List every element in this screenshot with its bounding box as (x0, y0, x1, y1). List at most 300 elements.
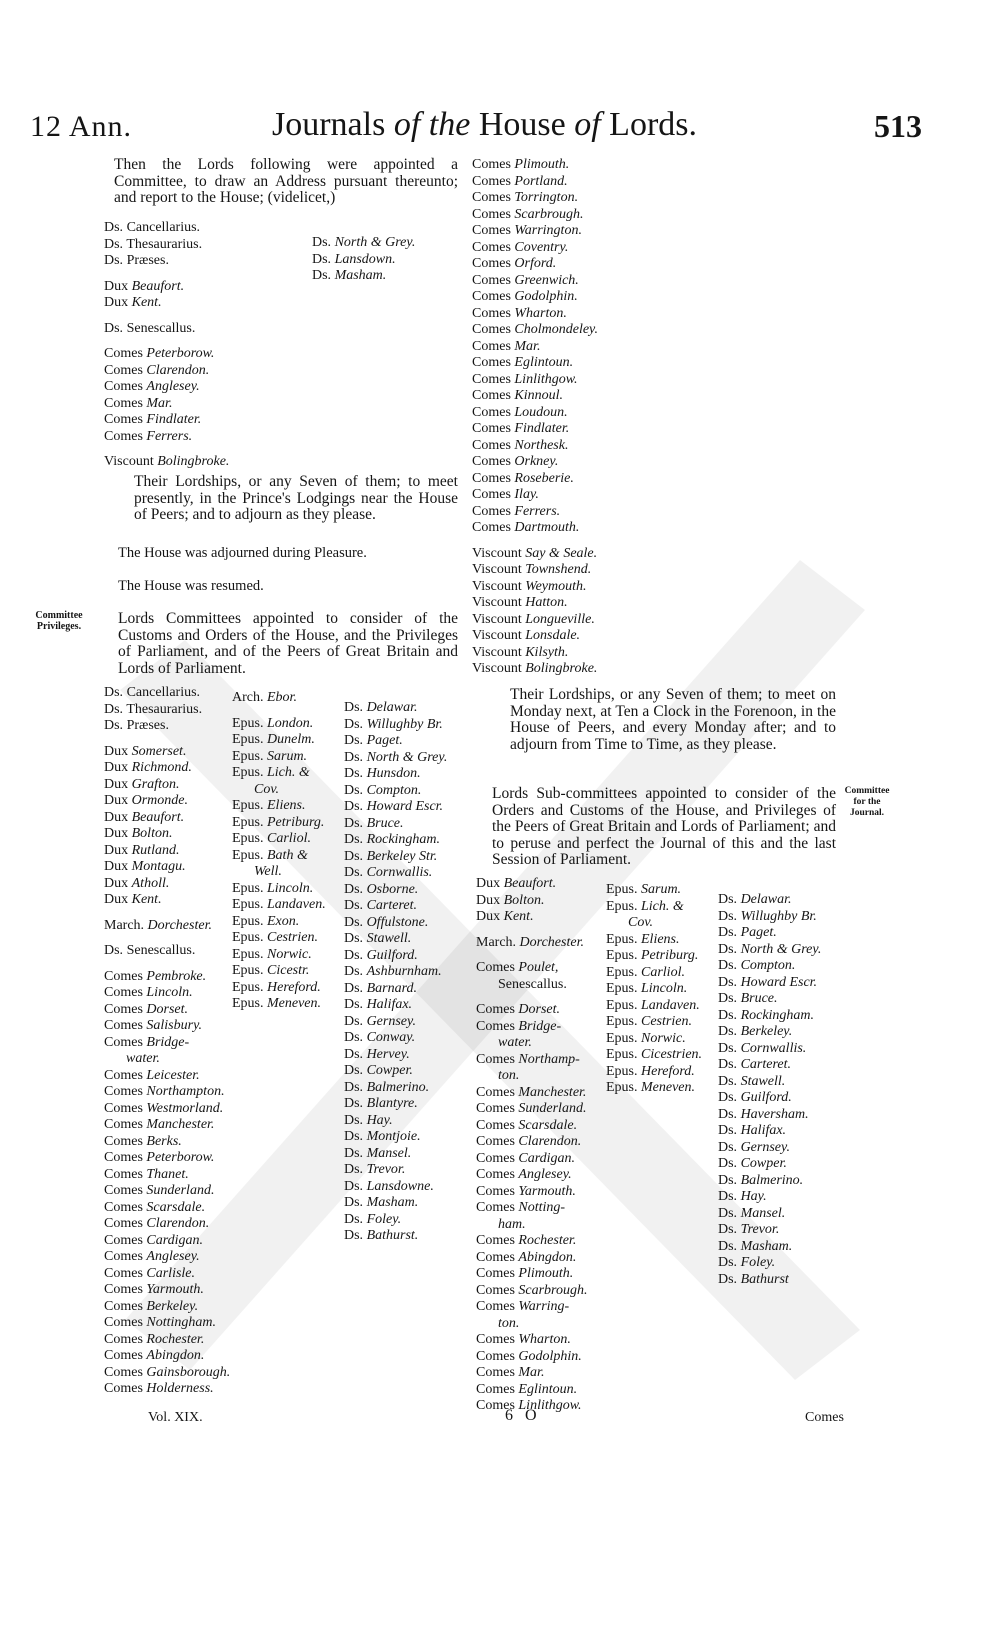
peer-name: Scarsdale. (518, 1117, 578, 1133)
list-item (232, 749, 326, 766)
peer-name: Cornwallis. (366, 865, 433, 880)
list-item (606, 899, 702, 916)
peer-name: Dartmouth. (514, 520, 580, 535)
title-prefix: Epus. (606, 948, 641, 963)
title-prefix: Comes (472, 355, 515, 370)
title-prefix: Ds. (344, 1046, 367, 1062)
list-item (472, 595, 598, 612)
running-head-title: Journals of the House of Lords. (272, 106, 697, 143)
title-prefix: Ds. (344, 1195, 367, 1210)
list-item (606, 981, 702, 998)
peer-name: Peterborow. (146, 1150, 215, 1165)
title-prefix: Dux (476, 909, 504, 924)
title-prefix: Comes (476, 1365, 519, 1380)
title-prefix: Comes (472, 421, 515, 436)
peer-name: Loudoun. (514, 404, 568, 420)
title-prefix: Comes (476, 1150, 519, 1166)
title-prefix: Comes (472, 223, 515, 238)
list-item (344, 964, 447, 981)
title-prefix: Comes (472, 371, 515, 387)
peer-name: Cowper. (366, 1063, 413, 1078)
peer-name: Eglintoun. (518, 1381, 578, 1397)
list-item (104, 777, 230, 794)
list-item (104, 985, 230, 1002)
list-item (472, 372, 598, 389)
title-prefix: Comes (476, 1051, 519, 1067)
title-prefix: Ds. (104, 253, 127, 268)
peer-name: Somerset. (131, 743, 187, 759)
list-right-earls-viscounts (472, 157, 598, 678)
peer-name: Bolingbroke. (525, 661, 598, 676)
list-item (472, 405, 598, 422)
title-prefix: Epus. (606, 964, 641, 980)
peer-name: Anglesey. (518, 1167, 572, 1182)
peer-name: Ashburnham. (366, 964, 442, 979)
peer-name: Godolphin. (518, 1348, 582, 1364)
catchword: Comes (805, 1410, 844, 1425)
peer-name: Willughby Br. (740, 908, 817, 924)
list-item (472, 421, 598, 438)
list-item (232, 716, 326, 733)
title-prefix: Ds. (344, 931, 367, 946)
list-item (104, 826, 230, 843)
list-item (718, 991, 821, 1008)
list-item (344, 700, 447, 717)
list-item (104, 412, 229, 429)
peer-name: Petriburg. (641, 948, 699, 963)
list-item (476, 1002, 587, 1019)
list-item (344, 717, 447, 734)
peer-name: ham. (498, 1216, 526, 1232)
list-item (472, 546, 598, 563)
list-item (472, 207, 598, 224)
peer-name: Gernsey. (366, 1013, 416, 1029)
peer-name: Berkeley Str. (366, 848, 438, 864)
peer-name: Kent. (131, 892, 162, 907)
peer-name: Bridge- (146, 1034, 190, 1050)
title-prefix: Epus. (232, 732, 267, 747)
peer-name: Thanet. (146, 1166, 189, 1182)
title-prefix: Epus. (232, 831, 267, 846)
title-prefix: Dux (476, 876, 504, 891)
list-item (344, 898, 447, 915)
list-item (104, 735, 230, 744)
title-prefix: Comes (476, 1018, 519, 1034)
title-prefix: Comes (104, 1001, 147, 1017)
page-number: 513 (874, 108, 922, 144)
peer-name: Halifax. (740, 1123, 787, 1138)
title-prefix: Comes (104, 412, 147, 427)
title-prefix: Viscount (472, 628, 526, 643)
list-item (718, 925, 821, 942)
peer-name: Carteret. (740, 1057, 791, 1072)
list-item (232, 707, 326, 716)
list-item (472, 306, 598, 323)
title-prefix: Ds. (344, 848, 367, 864)
title-prefix: Ds. (718, 991, 741, 1006)
title-prefix: Comes (476, 960, 519, 975)
list-item (344, 981, 447, 998)
peer-name: Hervey. (366, 1046, 410, 1062)
list-item (104, 969, 230, 986)
list-item (344, 799, 447, 816)
title-prefix: Comes (476, 1084, 519, 1100)
list-item (104, 1249, 230, 1266)
title-prefix: Comes (104, 968, 147, 984)
list-item (104, 718, 230, 735)
list-item (718, 958, 821, 975)
peer-name: Landaven. (267, 897, 326, 912)
title-prefix: Ds. (344, 1211, 367, 1227)
title-prefix: Comes (472, 520, 515, 535)
peer-name: Lich. & (641, 898, 684, 914)
title-prefix: Comes (476, 1134, 519, 1149)
peer-name: Torrington. (514, 190, 579, 205)
peer-name: Westmorland. (146, 1100, 224, 1116)
peer-name: Abingdon. (518, 1249, 577, 1265)
peer-name: Yarmouth. (518, 1183, 576, 1199)
list-item (104, 1365, 230, 1382)
peer-name: Exon. (267, 913, 300, 929)
peer-name: Landaven. (641, 997, 700, 1013)
list-item (104, 1134, 230, 1151)
peer-name: Salisbury. (146, 1018, 203, 1033)
title-prefix: Ds. (344, 716, 367, 732)
list-item (718, 1107, 821, 1124)
title-prefix: Ds. (344, 914, 367, 930)
title-prefix: Comes (104, 1249, 147, 1264)
peer-name: Bolton. (131, 826, 173, 841)
peer-name: Ebor. (267, 690, 297, 705)
title-prefix: Ds. (344, 1228, 367, 1243)
list-item (476, 1085, 587, 1102)
list-item (472, 537, 598, 546)
title-prefix: Comes (476, 1299, 519, 1314)
peer-name: Eglintoun. (514, 355, 574, 370)
title-prefix: Epus. (232, 765, 267, 780)
list-item (344, 1113, 447, 1130)
title-prefix: Comes (472, 256, 515, 271)
title-prefix: Dux (104, 760, 132, 775)
list-item (718, 909, 821, 926)
list-item (344, 1047, 447, 1064)
peer-name: ton. (498, 1068, 520, 1083)
peer-name: Yarmouth. (146, 1282, 204, 1297)
peer-name: Kent. (503, 909, 534, 924)
peer-name: Scarbrough. (518, 1282, 588, 1298)
list-item (344, 783, 447, 800)
list-item (312, 268, 415, 285)
title-prefix: Ds. (718, 1007, 741, 1023)
peer-name: North & Grey. (740, 941, 822, 957)
title-prefix: Ds. (718, 1106, 741, 1122)
list-item (472, 256, 598, 273)
list-item (718, 1206, 821, 1223)
peer-name: Mansel. (366, 1145, 412, 1161)
peer-name: Berkeley. (740, 1024, 793, 1039)
peer-name: Ferrers. (146, 428, 193, 444)
list-sub-barons (718, 892, 821, 1288)
list-item (104, 337, 229, 346)
peer-name: Lonsdale. (525, 628, 581, 643)
list-item (104, 1348, 230, 1365)
list-item (104, 843, 230, 860)
title-prefix: Comes (104, 1133, 147, 1149)
list-item (344, 997, 447, 1014)
peer-name: Kinnoul. (514, 388, 564, 403)
list-item (104, 1299, 230, 1316)
title-prefix: Comes (476, 1381, 519, 1397)
peer-name: Greenwich. (514, 272, 579, 288)
title-prefix: Comes (476, 1167, 519, 1182)
title-prefix: Viscount (472, 644, 526, 660)
title-prefix: Comes (104, 428, 147, 444)
list-item (104, 1035, 230, 1052)
list-item (104, 1068, 230, 1085)
list-item (104, 744, 230, 761)
title-prefix: Viscount (472, 578, 526, 594)
list-item (104, 379, 229, 396)
title-prefix: Comes (476, 1002, 519, 1017)
title-prefix: Comes (104, 346, 147, 361)
running-head-left: 12 Ann. (30, 110, 133, 143)
peer-name: Berkeley. (146, 1298, 199, 1314)
peer-name: Trevor. (740, 1222, 780, 1237)
title-prefix: Ds. (344, 997, 367, 1012)
peer-name: Halifax. (366, 997, 413, 1012)
list-item (104, 1200, 230, 1217)
peer-name: North & Grey. (366, 749, 448, 765)
peer-name: Cov. (254, 781, 280, 797)
list-item (476, 1250, 587, 1267)
peer-name: Linlithgow. (518, 1398, 582, 1413)
title-prefix: Comes (476, 1200, 519, 1215)
list-item (606, 932, 702, 949)
title-prefix: Dux (104, 295, 132, 310)
peer-name: Eliens. (267, 798, 306, 813)
list-item (606, 915, 702, 932)
list-item (104, 220, 229, 237)
list-item (344, 1162, 447, 1179)
peer-name: Cholmondeley. (514, 322, 598, 337)
list-item (472, 339, 598, 356)
title-prefix: Comes (104, 1315, 147, 1330)
list-item (344, 1195, 447, 1212)
list-address-committee-a (104, 220, 229, 471)
title-prefix: Comes (472, 487, 515, 502)
list-item (232, 947, 326, 964)
title-prefix: Epus. (232, 979, 267, 995)
list-item (104, 918, 230, 935)
list-item (476, 1167, 587, 1184)
list-item (476, 1332, 587, 1349)
list-item (104, 1332, 230, 1349)
peer-name: Clarendon. (518, 1134, 582, 1149)
peer-name: Plimouth. (514, 157, 570, 172)
peer-name: Balmerino. (740, 1172, 804, 1188)
title-prefix: Comes (472, 239, 515, 255)
title-prefix: Epus. (606, 898, 641, 914)
list-item (472, 454, 598, 471)
peer-name: Dorset. (146, 1001, 189, 1017)
title-prefix: March. (104, 917, 148, 933)
title-prefix: Ds. (718, 925, 741, 940)
peer-name: Guilford. (740, 1090, 792, 1105)
title-prefix: Ds. (344, 1096, 367, 1111)
peer-name: Hereford. (267, 979, 321, 995)
peer-name: Townshend. (525, 562, 592, 577)
title-prefix: Comes (104, 1364, 147, 1380)
list-item (718, 1272, 821, 1289)
peer-name: Meneven. (641, 1080, 696, 1095)
title-prefix: Epus. (606, 1047, 641, 1062)
title-prefix: Comes (104, 1183, 147, 1198)
peer-name: Gernsey. (740, 1139, 790, 1155)
peer-name: Godolphin. (514, 289, 578, 304)
title-prefix: Dux (104, 859, 132, 874)
title-prefix: Comes (476, 1183, 519, 1199)
title-prefix: Comes (472, 157, 515, 172)
title-prefix: Epus. (606, 882, 641, 897)
list-item (344, 733, 447, 750)
peer-name: Lansdown. (334, 251, 396, 267)
list-item (104, 1233, 230, 1250)
title-prefix: Comes (476, 1332, 519, 1347)
peer-name: Delawar. (740, 892, 792, 907)
peer-name: Cov. (628, 915, 654, 930)
peer-name: Stawell. (366, 931, 412, 946)
title-prefix: Comes (476, 1117, 519, 1133)
peer-name: Scarbrough. (514, 206, 584, 222)
peer-name: Paget. (740, 925, 777, 940)
list-item (232, 732, 326, 749)
peer-name: Anglesey. (146, 1249, 200, 1264)
title-prefix: Comes (472, 173, 515, 189)
peer-name: Compton. (740, 958, 796, 973)
peer-name: Senescallus. (126, 943, 196, 958)
list-item (104, 934, 230, 943)
list-item (104, 312, 229, 321)
peer-name: Cestrien. (641, 1014, 692, 1029)
title-prefix: Comes (472, 470, 515, 486)
list-item (718, 975, 821, 992)
title-prefix: Ds. (344, 766, 367, 781)
list-item (472, 273, 598, 290)
peer-name: Thesaurarius. (126, 236, 203, 252)
peer-name: Guilford. (366, 947, 418, 963)
list-item (472, 504, 598, 521)
list-item (718, 1156, 821, 1173)
list-item (718, 1057, 821, 1074)
list-item (104, 1084, 230, 1101)
list-item (232, 690, 326, 707)
title-prefix: Comes (472, 454, 515, 469)
peer-name: Foley. (366, 1211, 402, 1227)
peer-name: Rochester. (146, 1331, 205, 1347)
list-item (344, 832, 447, 849)
list-item (232, 848, 326, 865)
title-prefix: Ds. (104, 943, 127, 958)
list-item (476, 935, 587, 952)
title-prefix: Ds. (344, 865, 367, 880)
peer-name: Anglesey. (146, 379, 200, 394)
title-prefix: Comes (472, 338, 515, 354)
peer-name: Sarum. (641, 882, 682, 897)
list-privileges-dukes-earls (104, 685, 230, 1398)
title-prefix: Epus. (232, 798, 267, 813)
peer-name: Trevor. (366, 1162, 406, 1177)
list-item (472, 579, 598, 596)
peer-name: London. (267, 715, 314, 731)
peer-name: Cardigan. (518, 1150, 576, 1166)
peer-name: Roseberie. (514, 470, 574, 486)
peer-name: Kilsyth. (525, 644, 569, 660)
title-prefix: Comes (104, 1166, 147, 1182)
paragraph-committee-address: Then the Lords following were appointed a Committee, to draw an Address pursuant thereunto; and report to the House; (videlicet,) (114, 156, 458, 206)
title-prefix: Viscount (472, 595, 526, 610)
list-item (718, 1123, 821, 1140)
peer-name: Dorchester. (519, 934, 584, 950)
list-item (472, 628, 598, 645)
peer-name: Masham. (366, 1195, 419, 1210)
list-item (104, 685, 230, 702)
list-item (718, 1140, 821, 1157)
list-privileges-barons (344, 700, 447, 1245)
list-item (472, 174, 598, 191)
title-prefix: Epus. (606, 1080, 641, 1095)
peer-name: Manchester. (518, 1084, 587, 1100)
title-prefix: Comes (104, 1199, 147, 1215)
title-prefix: Epus. (232, 996, 267, 1011)
list-item (476, 1019, 587, 1036)
title-prefix: Comes (104, 1034, 147, 1050)
list-item (232, 963, 326, 980)
title-prefix: Epus. (606, 1014, 641, 1029)
peer-name: Hay. (740, 1189, 767, 1204)
list-item (476, 1118, 587, 1135)
title-prefix: Ds. (718, 908, 741, 924)
peer-name: Berks. (146, 1133, 182, 1149)
title-prefix: Ds. (344, 980, 367, 996)
title-prefix: Comes (476, 1101, 519, 1116)
title-prefix: Comes (472, 503, 515, 519)
peer-name: Hay. (366, 1112, 393, 1128)
list-item (104, 1315, 230, 1332)
list-item (344, 1063, 447, 1080)
title-prefix: Ds. (718, 958, 741, 973)
list-item (344, 1096, 447, 1113)
list-item (104, 960, 230, 969)
list-item (718, 1173, 821, 1190)
list-item (472, 190, 598, 207)
peer-name: Mar. (514, 338, 541, 354)
list-item (344, 750, 447, 767)
peer-name: Haversham. (740, 1106, 809, 1122)
list-item (104, 445, 229, 454)
list-item (344, 849, 447, 866)
list-item (476, 1052, 587, 1069)
peer-name: Howard Escr. (740, 974, 818, 990)
list-item (104, 793, 230, 810)
title-prefix: Ds. (718, 941, 741, 957)
title-prefix: Ds. (718, 892, 741, 907)
margin-note-privileges: Committee Privileges. (35, 610, 83, 632)
peer-name: Foley. (740, 1255, 776, 1270)
list-item (606, 1031, 702, 1048)
title-prefix: Ds. (718, 1271, 741, 1287)
title-prefix: Epus. (606, 997, 641, 1013)
peer-name: Holderness. (146, 1381, 214, 1396)
